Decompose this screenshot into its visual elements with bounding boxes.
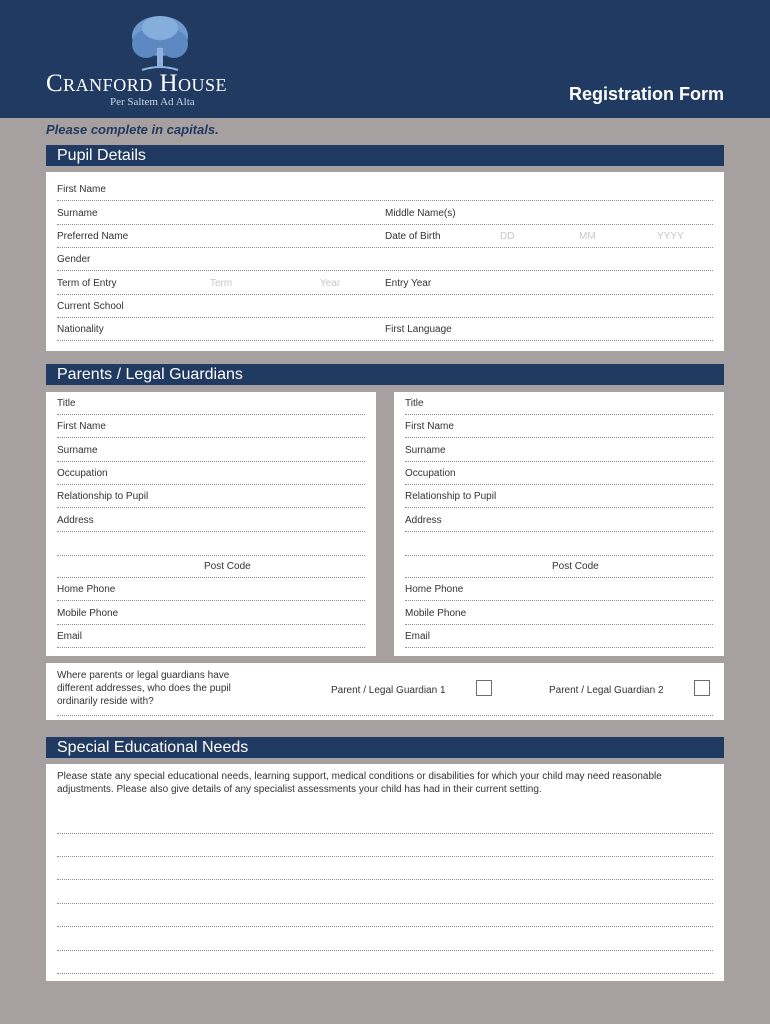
pupil-details-heading: Pupil Details [46,145,724,166]
guardian-2-first-name-field[interactable] [405,415,713,438]
dob-month-hint: MM [579,231,596,242]
current-school-label: Current School [57,301,124,312]
surname-field[interactable] [57,202,713,225]
option-guardian-1-label: Parent / Legal Guardian 1 [331,685,446,696]
guardian-1-mobile-phone-field[interactable] [57,602,365,625]
guardian-1-relationship-label: Relationship to Pupil [57,491,149,502]
sen-line[interactable] [57,903,713,904]
residence-line [57,715,713,716]
guardian-1-address-field[interactable] [57,509,365,532]
guardian-1-home-phone-label: Home Phone [57,584,116,595]
term-of-entry-field[interactable] [57,272,713,295]
option-guardian-2-label: Parent / Legal Guardian 2 [549,685,664,696]
school-name: Cranford House [46,70,228,97]
guardian-2-title-field[interactable] [405,392,713,415]
dob-day-hint: DD [500,231,515,242]
residence-panel [46,663,724,720]
guardian-2-post-code-label: Post Code [552,561,599,572]
guardian-1-surname-label: Surname [57,445,98,456]
first-name-label: First Name [57,184,106,195]
form-title: Registration Form [568,84,724,104]
sen-line[interactable] [57,973,713,974]
preferred-name-label: Preferred Name [57,231,129,242]
sen-line[interactable] [57,950,713,951]
sen-line[interactable] [57,926,713,927]
guardian-1-post-code-field[interactable] [57,555,365,578]
guardian-1-title-field[interactable] [57,392,365,415]
term-of-entry-label: Term of Entry [57,278,117,289]
guardian-1-title-label: Title [57,398,76,409]
date-of-birth-label: Date of Birth [385,231,441,242]
guardians-heading: Parents / Legal Guardians [46,364,724,385]
surname-label: Surname [57,208,98,219]
guardian-1-address-label: Address [57,515,94,526]
guardian-1-first-name-label: First Name [57,421,106,432]
guardian-1-post-code-label: Post Code [204,561,251,572]
current-school-field[interactable] [57,295,713,318]
guardian-2-address-field[interactable] [405,509,713,532]
sen-instructions: Please state any special educational needs, learning support, medical conditions or disabilities for which your child may need reasonable adjustments. Please also give details of any specialist assessments your child has had in their current setting. [57,771,662,795]
guardian-1-email-field[interactable] [57,625,365,648]
guardian-2-home-phone-field[interactable] [405,578,713,601]
guardian-1-panel [46,392,376,656]
guardian-1-relationship-field[interactable] [57,485,365,508]
guardian-1-mobile-phone-label: Mobile Phone [57,608,119,619]
guardian-2-mobile-phone-label: Mobile Phone [405,608,467,619]
residence-question: Where parents or legal guardians have different addresses, who does the pupil ordinarily reside with? [57,670,231,707]
guardian-2-home-phone-label: Home Phone [405,584,464,595]
gender-field[interactable] [57,248,713,271]
guardian-2-checkbox[interactable] [694,680,710,696]
guardian-2-email-field[interactable] [405,625,713,648]
guardian-1-home-phone-field[interactable] [57,578,365,601]
school-motto: Per Saltem Ad Alta [110,96,195,108]
guardian-2-email-label: Email [405,631,431,642]
guardian-1-surname-field[interactable] [57,439,365,462]
gender-label: Gender [57,254,91,265]
guardian-1-occupation-label: Occupation [57,468,108,479]
guardian-2-relationship-field[interactable] [405,485,713,508]
sen-line[interactable] [57,833,713,834]
guardian-1-occupation-field[interactable] [57,462,365,485]
dob-year-hint: YYYY [657,231,684,242]
guardian-2-relationship-label: Relationship to Pupil [405,491,497,502]
guardian-2-title-label: Title [405,398,424,409]
nationality-label: Nationality [57,324,104,335]
sen-line[interactable] [57,879,713,880]
header-banner [0,0,770,118]
guardian-1-checkbox[interactable] [476,680,492,696]
pupil-details-panel [46,172,724,351]
sen-line[interactable] [57,856,713,857]
sen-panel [46,764,724,981]
guardian-2-first-name-label: First Name [405,421,454,432]
guardian-2-occupation-field[interactable] [405,462,713,485]
guardian-2-occupation-label: Occupation [405,468,456,479]
first-language-label: First Language [385,324,452,335]
year-hint: Year [320,278,341,289]
guardian-1-email-label: Email [57,631,83,642]
entry-year-label: Entry Year [385,278,432,289]
guardian-1-first-name-field[interactable] [57,415,365,438]
preferred-name-field[interactable] [57,225,713,248]
nationality-field[interactable] [57,318,713,341]
guardian-2-post-code-field[interactable] [405,555,713,578]
term-hint: Term [210,278,233,289]
guardian-2-panel [394,392,724,656]
sen-heading: Special Educational Needs [46,737,724,758]
middle-names-label: Middle Name(s) [385,208,456,219]
guardian-2-mobile-phone-field[interactable] [405,602,713,625]
guardian-2-address-label: Address [405,515,442,526]
guardian-2-surname-field[interactable] [405,439,713,462]
tree-logo-icon [128,14,192,74]
first-name-field[interactable] [57,178,713,201]
guardian-2-surname-label: Surname [405,445,446,456]
instruction-text: Please complete in capitals. [46,122,219,137]
